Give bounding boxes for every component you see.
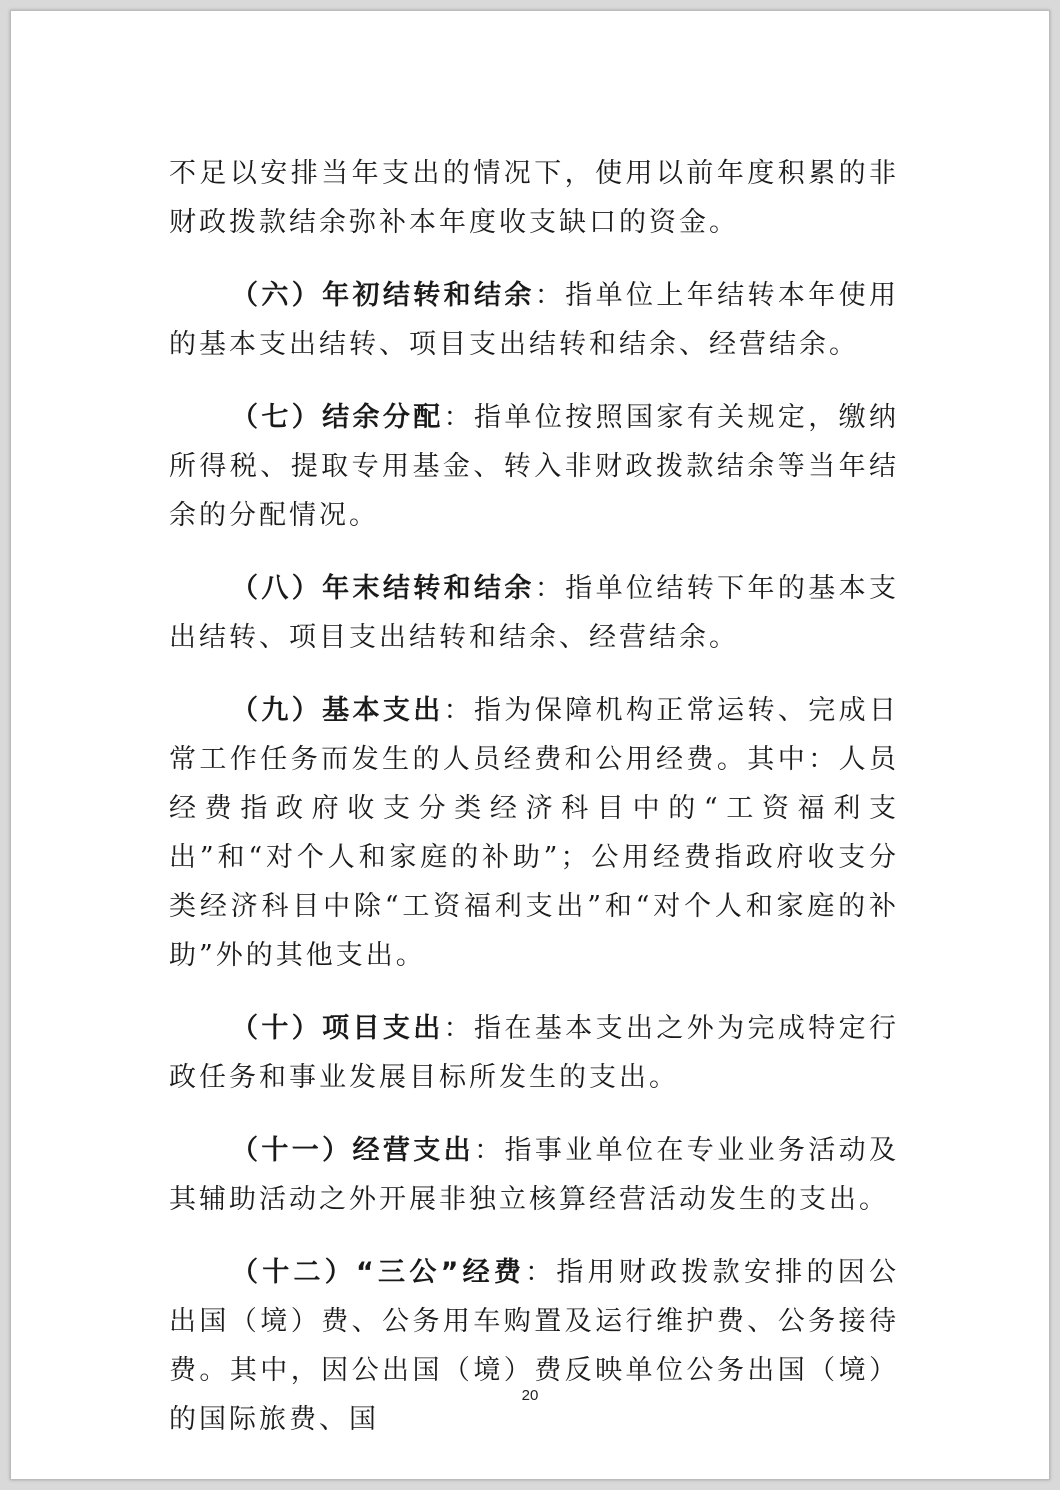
term-heading: （九）基本支出 [231, 695, 444, 726]
paragraph-text: 不足以安排当年支出的情况下，使用以前年度积累的非财政拨款结余弥补本年度收支缺口的资金。 [169, 158, 899, 238]
document-body [169, 149, 899, 1468]
paragraph-item-8 [169, 564, 899, 662]
paragraph-text: ：指用财政拨款安排的因公出国（境）费、公务用车购置及运行维护费、公务接待费。其中，因公出国（境）费反映单位公务出国（境）的国际旅费、国 [169, 1257, 899, 1435]
paragraph-text: ：指单位结转下年的基本支出结转、项目支出结转和结余、经营结余。 [169, 573, 900, 653]
term-heading: （十）项目支出 [231, 1013, 444, 1044]
term-heading: （十二）“三公”经费 [231, 1257, 526, 1288]
paragraph-text: ：指在基本支出之外为完成特定行政任务和事业发展目标所发生的支出。 [169, 1013, 900, 1093]
paragraph-item-6 [169, 271, 899, 369]
paragraph-item-11 [169, 1126, 899, 1224]
paragraph-item-7 [169, 393, 899, 540]
paragraph-continuation [169, 149, 899, 247]
page-number: 20 [521, 1387, 539, 1404]
paragraph-item-9 [169, 686, 899, 980]
document-page [10, 10, 1050, 1480]
paragraph-text: ：指事业单位在专业业务活动及其辅助活动之外开展非独立核算经营活动发生的支出。 [169, 1135, 900, 1215]
paragraph-item-12 [169, 1248, 899, 1444]
term-heading: （七）结余分配 [231, 402, 444, 433]
paragraph-item-10 [169, 1004, 899, 1102]
term-heading: （八）年末结转和结余 [231, 573, 535, 604]
paragraph-text: ：指单位按照国家有关规定，缴纳所得税、提取专用基金、转入非财政拨款结余等当年结余的分配情况。 [169, 402, 900, 531]
paragraph-text: ：指为保障机构正常运转、完成日常工作任务而发生的人员经费和公用经费。其中：人员经费指政府收支分类经济科目中的“工资福利支出”和“对个人和家庭的补助”；公用经费指政府收支分类经济科目中除“工资福利支出”和“对个人和家庭的补助”外的其他支出。 [169, 695, 900, 971]
term-heading: （十一）经营支出 [231, 1135, 475, 1166]
paragraph-text: ：指单位上年结转本年使用的基本支出结转、项目支出结转和结余、经营结余。 [169, 280, 900, 360]
term-heading: （六）年初结转和结余 [231, 280, 535, 311]
